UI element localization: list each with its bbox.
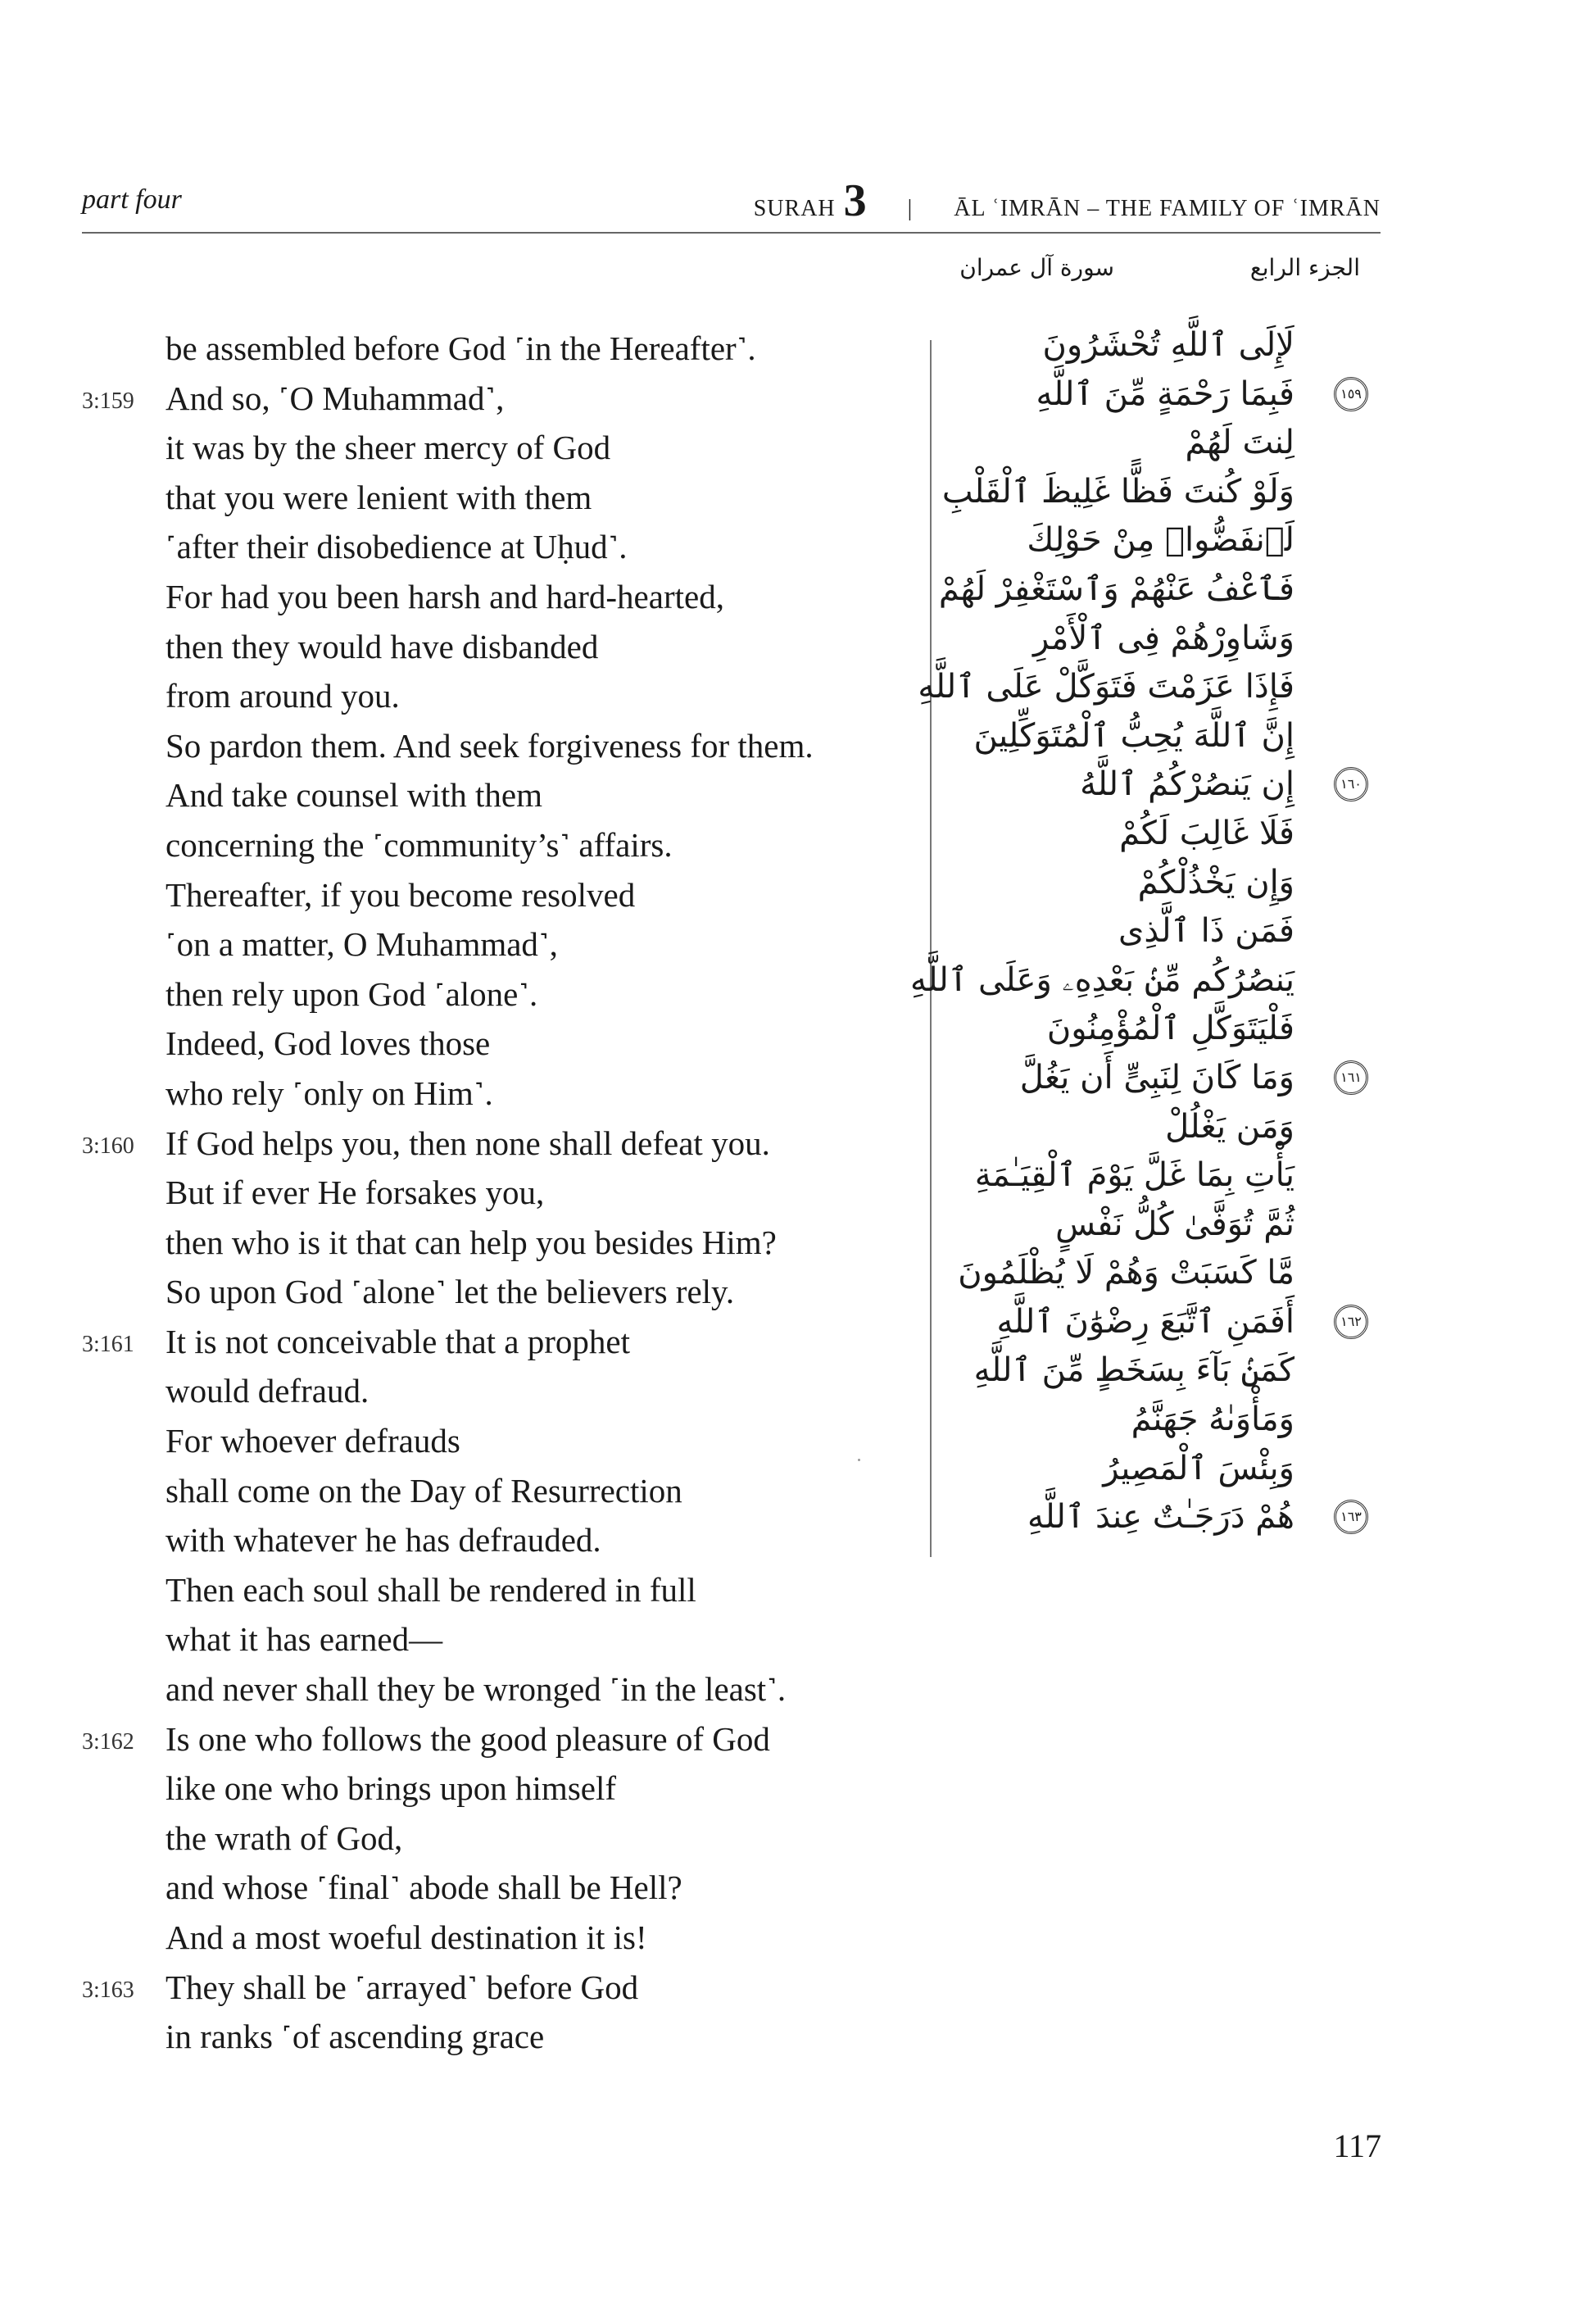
arabic-verse-text: إِنَّ ٱللَّهَ يُحِبُّ ٱلْمُتَوَكِّلِينَ [973,716,1294,755]
translation-text: it was by the sheer mercy of God [165,429,611,467]
arabic-line [950,907,1376,956]
translation-text: shall come on the Day of Resurrection [165,1471,682,1510]
surah-heading [754,175,1381,227]
surah-number: 3 [843,175,867,226]
verse-reference: 3:162 [82,1728,134,1755]
arabic-line [950,1249,1376,1298]
verse-number-marker: ١٦٠ [1334,767,1368,801]
translation-text: in ranks ˹of ascending grace [165,2018,545,2056]
translation-line [82,1119,901,1169]
arabic-line [950,1103,1376,1152]
arabic-verse-text: فَإِذَا عَزَمْتَ فَتَوَكَّلْ عَلَى ٱللَّهِ [918,668,1294,706]
translation-text: and whose ˹final˺ abode shall be Hell? [165,1868,682,1907]
translation-line [82,820,901,870]
translation-text: Indeed, God loves those [165,1024,491,1063]
surah-title: ĀL ʿIMRĀN – THE FAMILY OF ʿIMRĀN [954,196,1381,221]
arabic-verse-text: لَٱنفَضُّوا۟ مِنْ حَوْلِكَ [1027,521,1294,560]
translation-text: It is not conceivable that a prophet [165,1322,630,1360]
arabic-verse-text: فَلَا غَالِبَ لَكُمْ [1119,814,1294,852]
translation-text: They shall be ˹arrayed˺ before God [165,1968,639,2006]
arabic-line [950,1445,1376,1494]
translation-text: Is one who follows the good pleasure of God [165,1719,770,1758]
arabic-verse-text: وَمَا كَانَ لِنَبِىٍّ أَن يَغُلَّ [1019,1058,1294,1096]
translation-line [82,1664,901,1714]
translation-text: Then each soul shall be rendered in full [165,1570,696,1609]
arabic-line [918,663,1376,712]
translation-line [82,1863,901,1913]
arabic-line [950,1298,1376,1347]
arabic-verse-text: فَبِمَا رَحْمَةٍ مِّنَ ٱللَّهِ [1036,375,1294,413]
arabic-verse-text: يَأْتِ بِمَا غَلَّ يَوْمَ ٱلْقِيَـٰمَةِ [974,1156,1294,1195]
arabic-verse-text: إِن يَنصُرْكُمُ ٱللَّهُ [1080,765,1294,804]
header-rule [82,232,1381,234]
arabic-verse-text: هُمْ دَرَجَـٰتٌ عِندَ ٱللَّهِ [1027,1498,1294,1537]
verse-reference: 3:163 [82,1977,134,2003]
arabic-verse-text: فَمَن ذَا ٱلَّذِى [1118,912,1294,951]
translation-text: like one who brings upon himself [165,1769,617,1808]
translation-line [82,522,901,572]
translation-line [82,1714,901,1764]
arabic-sura-name: سورة آل عمران [959,254,1114,281]
arabic-verse-text: ثُمَّ تُوَفَّىٰ كُلُّ نَفْسٍ [1055,1205,1294,1243]
translation-text: And so, ˹O Muhammad˺, [165,379,505,417]
translation-line [82,1913,901,1963]
arabic-line [950,1054,1376,1103]
translation-line [82,1764,901,1814]
translation-text: who rely ˹only on Him˺. [165,1074,493,1112]
arabic-verse-text: كَمَنۢ بَآءَ بِسَخَطٍ مِّنَ ٱللَّهِ [973,1351,1294,1390]
arabic-line [950,712,1376,761]
translation-line [82,1963,901,2013]
verse-number-marker: ١٥٩ [1334,377,1368,411]
translation-line [82,1019,901,1069]
translation-line [82,572,901,622]
arabic-line [950,1005,1376,1054]
translation-line [82,374,901,424]
translation-text: what it has earned— [165,1620,443,1659]
translation-text: and never shall they be wronged ˹in the least˺. [165,1670,787,1709]
translation-line [82,1218,901,1268]
translation-line [82,870,901,920]
arabic-verse-text: وَمَأْوَىٰهُ جَهَنَّمُ [1131,1401,1294,1439]
translation-line [82,1515,901,1565]
arabic-verse-text: فَٱعْفُ عَنْهُمْ وَٱسْتَغْفِرْ لَهُمْ [938,570,1294,608]
column-divider [930,340,932,1557]
translation-line [82,423,901,473]
arabic-running-head [950,254,1360,295]
arabic-verse-text: يَنصُرُكُم مِّنۢ بَعْدِهِۦ وَعَلَى ٱللَّهِ [909,960,1294,999]
translation-line [82,1565,901,1615]
translation-text: ˹after their disobedience at Uḥud˺. [165,528,628,566]
translation-line [82,324,901,374]
translation-text: that you were lenient with them [165,478,592,516]
translation-text: then who is it that can help you besides Him? [165,1223,777,1261]
arabic-line [950,419,1376,468]
translation-text: So upon God ˹alone˺ let the believers rely. [165,1273,735,1311]
translation-text: ˹on a matter, O Muhammad˺, [165,925,558,964]
arabic-line [950,321,1376,370]
stray-dot [858,1459,860,1461]
arabic-line [909,956,1376,1006]
arabic-verse-text: مَّا كَسَبَتْ وَهُمْ لَا يُظْلَمُونَ [958,1254,1294,1292]
verse-number-marker: ١٦٣ [1334,1500,1368,1534]
arabic-verse-text: أَفَمَنِ ٱتَّبَعَ رِضْوَٰنَ ٱللَّهِ [996,1302,1294,1341]
header-separator: | [907,196,914,221]
translation-line [82,671,901,721]
surah-label: SURAH [753,196,836,221]
arabic-verse-text: وَلَوْ كُنتَ فَظًّا غَلِيظَ ٱلْقَلْبِ [941,472,1294,511]
translation-line [82,919,901,969]
translation-line [82,1466,901,1516]
translation-line [82,770,901,820]
arabic-verse-text: فَلْيَتَوَكَّلِ ٱلْمُؤْمِنُونَ [1046,1010,1294,1048]
page-number: 117 [1333,2127,1381,2164]
arabic-line [950,615,1376,664]
english-translation-column [82,324,901,2062]
translation-line [82,1416,901,1466]
translation-line [82,1366,901,1416]
translation-text: concerning the ˹community’s˺ affairs. [165,825,673,864]
arabic-line [950,1493,1376,1542]
arabic-line [938,565,1376,615]
translation-text: the wrath of God, [165,1818,403,1857]
translation-text: Thereafter, if you become resolved [165,875,636,914]
translation-line [82,1069,901,1119]
translation-line [82,1267,901,1317]
arabic-verse-text: لِنتَ لَهُمْ [1185,424,1294,462]
translation-text: If God helps you, then none shall defeat you. [165,1124,770,1162]
arabic-line [950,1201,1376,1250]
page-header [82,168,1381,234]
arabic-line [950,370,1376,420]
verse-number-marker: ١٦٢ [1334,1305,1368,1339]
translation-line [82,2012,901,2062]
arabic-line [950,1396,1376,1445]
translation-text: would defraud. [165,1372,370,1410]
juz-label: الجزء الرابع [1249,254,1360,281]
translation-line [82,622,901,672]
arabic-line [950,1151,1376,1201]
arabic-verse-text: لَإِلَى ٱللَّهِ تُحْشَرُونَ [1042,326,1294,364]
translation-line [82,1814,901,1864]
arabic-verse-text: وَشَاوِرْهُمْ فِى ٱلْأَمْرِ [1032,619,1294,657]
arabic-line [950,810,1376,859]
translation-text: But if ever He forsakes you, [165,1174,545,1212]
arabic-line [950,1346,1376,1396]
verse-reference: 3:159 [82,388,134,414]
arabic-line [950,859,1376,908]
translation-text: For had you been harsh and hard-hearted, [165,577,724,615]
arabic-line [941,468,1376,517]
translation-line [82,969,901,1019]
translation-line [82,473,901,523]
translation-text: with whatever he has defrauded. [165,1521,601,1560]
translation-text: So pardon them. And seek forgiveness for them. [165,726,814,765]
translation-text: For whoever defrauds [165,1422,460,1460]
arabic-text-column [909,321,1376,1542]
verse-reference: 3:161 [82,1331,134,1357]
part-label: part four [82,184,182,215]
arabic-verse-text: وَإِن يَخْذُلْكُمْ [1137,863,1294,901]
translation-line [82,1168,901,1218]
translation-text: from around you. [165,677,400,715]
translation-text: be assembled before God ˹in the Hereafter˺. [165,329,756,367]
translation-line [82,1317,901,1367]
verse-reference: 3:160 [82,1133,134,1159]
arabic-line [950,760,1376,810]
arabic-verse-text: وَبِئْسَ ٱلْمَصِيرُ [1103,1449,1294,1487]
translation-text: And a most woeful destination it is! [165,1918,647,1956]
arabic-line [950,516,1376,565]
translation-text: then rely upon God ˹alone˺. [165,974,538,1013]
arabic-verse-text: وَمَن يَغْلُلْ [1165,1107,1294,1146]
translation-text: And take counsel with them [165,776,543,815]
translation-line [82,1614,901,1664]
verse-number-marker: ١٦١ [1334,1060,1368,1095]
translation-text: then they would have disbanded [165,627,599,665]
translation-line [82,721,901,771]
